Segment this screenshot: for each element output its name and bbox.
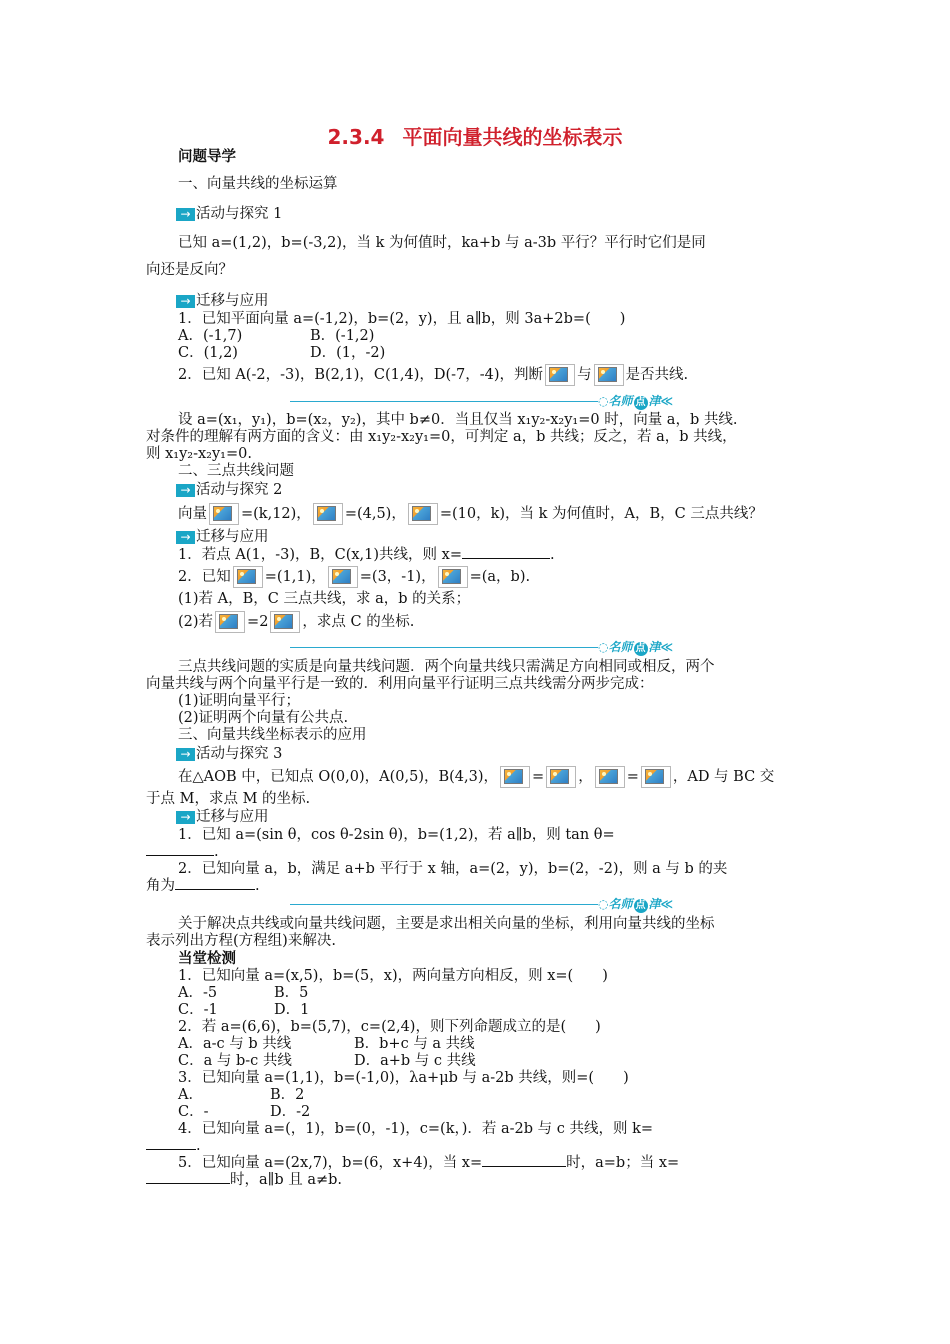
- section-heading-1: 一、向量共线的坐标运算: [178, 176, 338, 192]
- tip-badge: ◌名师 点 津≪: [598, 640, 674, 654]
- answer-blank[interactable]: [462, 558, 550, 559]
- vector-image: [594, 364, 624, 386]
- activity-3-text: 在△AOB 中，已知点 O(0,0)，A(0,5)，B(4,3)， = ， = ，AD 与 BC 交: [178, 766, 950, 788]
- arrow-icon: →: [176, 295, 195, 308]
- vector-image: [215, 611, 245, 633]
- vector-image: [209, 503, 239, 525]
- vector-image: [641, 766, 671, 788]
- note-text: (1)证明向量平行；: [178, 693, 301, 709]
- check-q2: 2．若 a=(6,6)，b=(5,7)，c=(2,4)，则下列命题成立的是( ): [178, 1019, 601, 1035]
- divider: [290, 904, 598, 905]
- options-row: C．(1,2) D．(1，-2): [178, 345, 386, 361]
- options-row: A． B．2: [178, 1087, 305, 1103]
- check-q5: 5．已知向量 a=(2x,7)，b=(6，x+4)，当 x= 时，a=b；当 x=: [178, 1155, 680, 1171]
- vector-image: [595, 766, 625, 788]
- check-q1: 1．已知向量 a=(x,5)，b=(5，x)，两向量方向相反，则 x=( ): [178, 968, 608, 984]
- question-2-tail: 角为 .: [146, 878, 260, 894]
- arrow-icon: →: [176, 208, 195, 221]
- answer-line: .: [146, 1137, 950, 1155]
- question-2: 2．已知向量 a，b，满足 a+b 平行于 x 轴，a=(2，y)，b=(2，-2)，则 a 与 b 的夹: [178, 861, 728, 877]
- question-2: 2．已知 =(1,1)， =(3，-1)， =(a，b).: [178, 566, 950, 588]
- activity-2: → 活动与探究 2: [176, 481, 950, 499]
- note-text: 表示列出方程(方程组)来解决.: [146, 933, 336, 949]
- answer-blank[interactable]: [146, 855, 214, 856]
- section-title: 平面向量共线的坐标表示: [402, 125, 623, 149]
- options-row: C．- D．-2: [178, 1104, 311, 1120]
- note-text: 则 x₁y₂-x₂y₁=0.: [146, 446, 252, 462]
- vector-image: [545, 364, 575, 386]
- tip-badge: ◌名师 点 津≪: [598, 394, 674, 408]
- activity-3: → 活动与探究 3: [176, 745, 950, 763]
- arrow-icon: →: [176, 531, 195, 544]
- practice-3: → 迁移与应用: [176, 808, 950, 826]
- answer-line: .: [146, 843, 950, 861]
- answer-blank[interactable]: [146, 1183, 230, 1184]
- practice-2: → 迁移与应用: [176, 528, 950, 546]
- vector-image: [313, 503, 343, 525]
- options-row: C．-1 D．1: [178, 1002, 310, 1018]
- options-row: A．a-c 与 b 共线 B．b+c 与 a 共线: [178, 1036, 475, 1052]
- arrow-icon: →: [176, 811, 195, 824]
- activity-3-text-2: 于点 M，求点 M 的坐标.: [146, 791, 311, 807]
- check-q4: 4．已知向量 a=(，1)，b=(0，-1)，c=(k，)．若 a-2b 与 c 共线，则 k=: [178, 1121, 654, 1137]
- vector-image: [500, 766, 530, 788]
- options-row: A．-5 B．5: [178, 985, 309, 1001]
- section-heading-3: 三、向量共线坐标表示的应用: [178, 727, 367, 743]
- answer-blank[interactable]: [175, 889, 255, 890]
- activity-1: → 活动与探究 1: [176, 205, 950, 223]
- vector-image: [408, 503, 438, 525]
- question-1: 1．已知 a=(sin θ，cos θ-2sin θ)，b=(1,2)，若 a∥b，则 tan θ=: [178, 827, 615, 843]
- page-title: [0, 121, 950, 150]
- vector-image: [270, 611, 300, 633]
- note-text: 三点共线问题的实质是向量共线问题．两个向量共线只需满足方向相同或相反，两个: [178, 659, 715, 675]
- note-text: 设 a=(x₁，y₁)，b=(x₂，y₂)，其中 b≠0．当且仅当 x₁y₂-x₂y₁=0 时，向量 a，b 共线.: [178, 412, 738, 428]
- vector-image: [546, 766, 576, 788]
- question-1: 1．已知平面向量 a=(-1,2)，b=(2，y)，且 a∥b，则 3a+2b=( ): [178, 311, 626, 327]
- note-text: 关于解决点共线或向量共线问题，主要是求出相关向量的坐标，利用向量共线的坐标: [178, 916, 715, 932]
- heading-check: 当堂检测: [178, 951, 236, 967]
- activity-1-text: 已知 a=(1,2)，b=(-3,2)，当 k 为何值时，ka+b 与 a-3b 平行？平行时它们是同: [178, 235, 706, 251]
- answer-blank[interactable]: [482, 1166, 566, 1167]
- options-row: A．(-1,7) B．(-1,2): [178, 328, 375, 344]
- section-heading-2: 二、三点共线问题: [178, 463, 294, 479]
- answer-blank[interactable]: [146, 1149, 196, 1150]
- activity-2-text: 向量 =(k,12)， =(4,5)， =(10，k)，当 k 为何值时，A，B，C 三点共线？: [178, 503, 950, 525]
- sub-question: (2)若 =2 ，求点 C 的坐标.: [178, 611, 950, 633]
- question-2: 2．已知 A(-2，-3)，B(2,1)，C(1,4)，D(-7，-4)，判断 与 是否共线.: [178, 364, 950, 386]
- check-q5-tail: 时，a∥b 且 a≠b.: [146, 1171, 950, 1189]
- vector-image: [233, 566, 263, 588]
- section-number: 2.3.4: [327, 125, 385, 149]
- practice-1: → 迁移与应用: [176, 292, 950, 310]
- activity-1-text-2: 向还是反向？: [146, 262, 233, 278]
- arrow-icon: →: [176, 748, 195, 761]
- vector-image: [328, 566, 358, 588]
- check-q3: 3．已知向量 a=(1,1)，b=(-1,0)，λa+μb 与 a-2b 共线，则=( ): [178, 1070, 629, 1086]
- heading-guide: 问题导学: [178, 149, 236, 165]
- divider: [290, 401, 598, 402]
- tip-badge: ◌名师 点 津≪: [598, 897, 674, 911]
- arrow-icon: →: [176, 484, 195, 497]
- sub-question: (1)若 A，B，C 三点共线，求 a，b 的关系；: [178, 591, 471, 607]
- note-text: 向量共线与两个向量平行是一致的．利用向量平行证明三点共线需分两步完成：: [146, 676, 654, 692]
- question-1: 1．若点 A(1，-3)，B，C(x,1)共线，则 x= .: [178, 547, 555, 563]
- divider: [290, 647, 598, 648]
- vector-image: [438, 566, 468, 588]
- note-text: (2)证明两个向量有公共点.: [178, 710, 349, 726]
- note-text: 对条件的理解有两方面的含义：由 x₁y₂-x₂y₁=0，可判定 a，b 共线；反之，若 a，b 共线，: [146, 429, 737, 445]
- options-row: C．a 与 b-c 共线 D．a+b 与 c 共线: [178, 1053, 476, 1069]
